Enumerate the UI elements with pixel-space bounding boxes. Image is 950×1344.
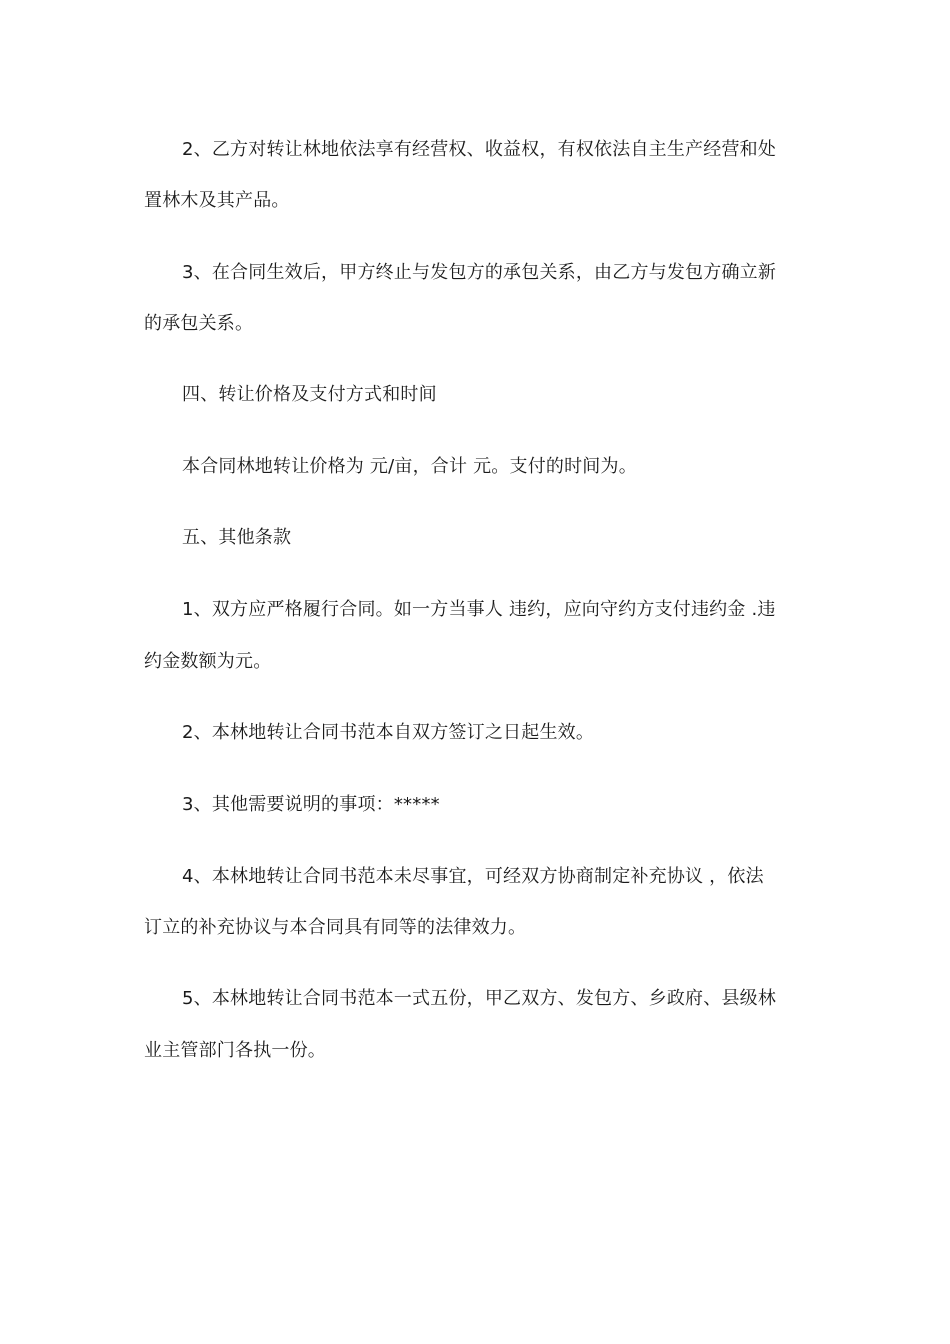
paragraph-other-5-line-1: 5、本林地转让合同书范本一式五份，甲乙双方、发包方、乡政府、县级林 xyxy=(182,988,777,1009)
paragraph-clause-2-line-1: 2、乙方对转让林地依法享有经营权、收益权，有权依法自主生产经营和处 xyxy=(182,139,777,160)
section-heading-5: 五、其他条款 xyxy=(182,527,292,548)
paragraph-clause-3-line-2: 的承包关系。 xyxy=(144,313,254,334)
paragraph-clause-3-line-1: 3、在合同生效后，甲方终止与发包方的承包关系，由乙方与发包方确立新 xyxy=(182,262,777,283)
paragraph-other-5-line-2: 业主管部门各执一份。 xyxy=(144,1040,326,1061)
paragraph-price: 本合同林地转让价格为 元/亩，合计 元。支付的时间为。 xyxy=(182,456,637,477)
paragraph-other-4-line-2: 订立的补充协议与本合同具有同等的法律效力。 xyxy=(144,917,527,938)
paragraph-other-1-line-2: 约金数额为元。 xyxy=(144,651,272,672)
paragraph-other-3: 3、其他需要说明的事项：***** xyxy=(182,794,440,815)
paragraph-other-4-line-1: 4、本林地转让合同书范本未尽事宜，可经双方协商制定补充协议 ，依法 xyxy=(182,866,764,887)
paragraph-clause-2-line-2: 置林木及其产品。 xyxy=(144,190,290,211)
paragraph-other-1-line-1: 1、双方应严格履行合同。如一方当事人 违约，应向守约方支付违约金 .违 xyxy=(182,599,776,620)
paragraph-other-2: 2、本林地转让合同书范本自双方签订之日起生效。 xyxy=(182,722,595,743)
section-heading-4: 四、转让价格及支付方式和时间 xyxy=(182,384,437,405)
